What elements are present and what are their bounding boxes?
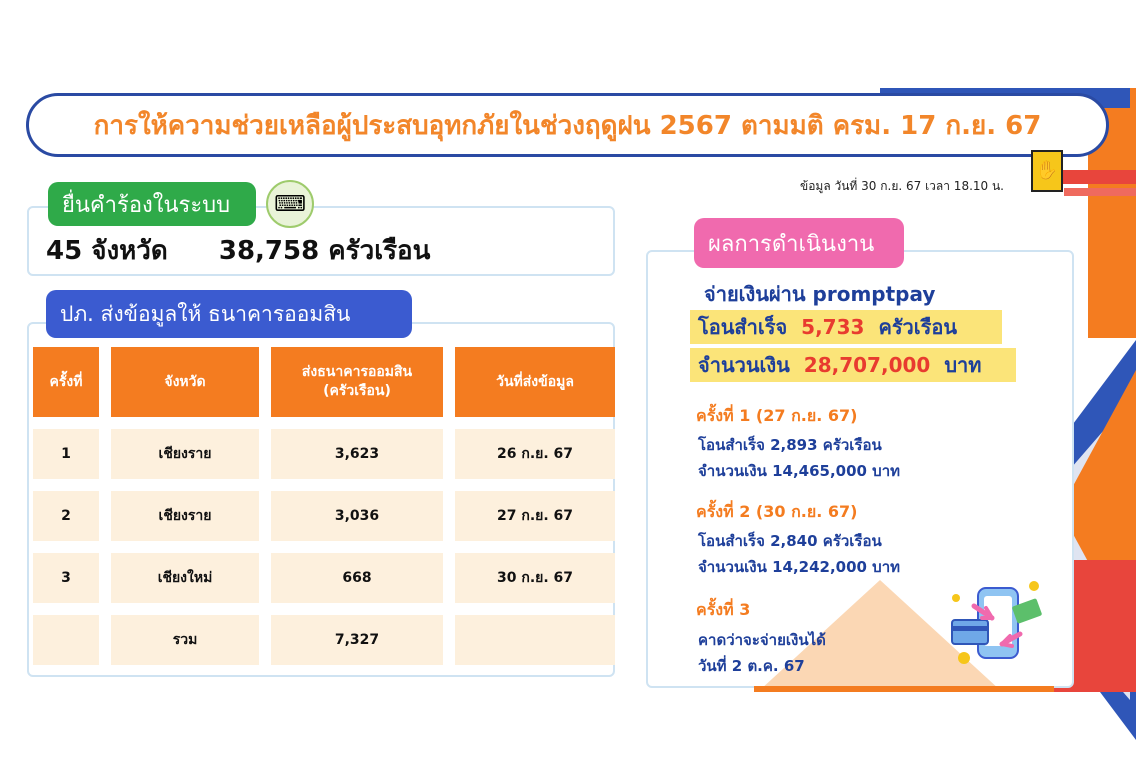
amount-value: 28,707,000 — [803, 353, 931, 377]
dpm-logo — [1031, 150, 1063, 192]
cell-households: 3,036 — [271, 491, 443, 541]
round-3-date: วันที่ 2 ต.ค. 67 — [698, 657, 805, 675]
keyboard-typing-icon: ⌨ — [266, 180, 314, 228]
requests-label: ยื่นคำร้องในระบบ — [62, 192, 231, 218]
cell-date — [455, 615, 615, 665]
hand-logo-icon: ✋ — [1035, 160, 1059, 181]
page-title: การให้ความช่วยเหลือผู้ประสบอุทกภัยในช่วงฤดูฝน 2567 ตามมติ ครม. 17 ก.ย. 67 — [93, 110, 1042, 141]
round-1-transfer: โอนสำเร็จ 2,893 ครัวเรือน — [698, 436, 882, 454]
bank-send-label: ปภ. ส่งข้อมูลให้ ธนาคารออมสิน — [60, 301, 351, 326]
amount-summary — [690, 348, 1016, 382]
cell-no — [33, 615, 99, 665]
cell-total-label: รวม — [111, 615, 259, 665]
success-summary — [690, 310, 1002, 344]
amount-unit: บาท — [944, 353, 982, 377]
success-value: 5,733 — [801, 315, 865, 339]
requests-label-pill — [48, 182, 256, 226]
success-label: โอนสำเร็จ — [698, 315, 788, 339]
bank-send-label-pill — [46, 290, 412, 338]
cell-province: เชียงใหม่ — [111, 553, 259, 603]
round-1-title: ครั้งที่ 1 (27 ก.ย. 67) — [696, 406, 858, 425]
mobile-payment-icon — [948, 578, 1044, 668]
amount-label: จำนวนเงิน — [698, 353, 790, 377]
col-header-households: ส่งธนาคารออมสิน (ครัวเรือน) — [271, 347, 443, 417]
cell-no: 2 — [33, 491, 99, 541]
cell-date: 27 ก.ย. 67 — [455, 491, 615, 541]
success-unit: ครัวเรือน — [878, 315, 958, 339]
round-3-expected: คาดว่าจะจ่ายเงินได้ — [698, 631, 826, 649]
requests-stats — [46, 230, 472, 271]
col-header-no: ครั้งที่ — [33, 347, 99, 417]
cell-no: 3 — [33, 553, 99, 603]
round-3-title: ครั้งที่ 3 — [696, 600, 751, 619]
cell-total-households: 7,327 — [271, 615, 443, 665]
col-header-date: วันที่ส่งข้อมูล — [455, 347, 615, 417]
data-timestamp: ข้อมูล วันที่ 30 ก.ย. 67 เวลา 18.10 น. — [800, 179, 1004, 193]
cell-no: 1 — [33, 429, 99, 479]
provinces-count: 45 จังหวัด — [46, 236, 168, 266]
round-2-amount: จำนวนเงิน 14,242,000 บาท — [698, 558, 901, 576]
results-label-pill — [694, 218, 904, 268]
decor-bottom-orange — [754, 686, 1054, 692]
round-2-title: ครั้งที่ 2 (30 ก.ย. 67) — [696, 502, 858, 521]
round-1-amount: จำนวนเงิน 14,465,000 บาท — [698, 462, 901, 480]
decor-red-strip-thin — [1064, 188, 1136, 196]
title-banner — [26, 93, 1109, 157]
cell-province: เชียงราย — [111, 429, 259, 479]
cell-households: 3,623 — [271, 429, 443, 479]
cell-date: 30 ก.ย. 67 — [455, 553, 615, 603]
cell-province: เชียงราย — [111, 491, 259, 541]
households-count: 38,758 ครัวเรือน — [218, 236, 431, 266]
col-header-province: จังหวัด — [111, 347, 259, 417]
decor-red-strip — [1054, 170, 1136, 184]
promptpay-heading: จ่ายเงินผ่าน promptpay — [704, 282, 936, 306]
cell-households: 668 — [271, 553, 443, 603]
cell-date: 26 ก.ย. 67 — [455, 429, 615, 479]
round-2-transfer: โอนสำเร็จ 2,840 ครัวเรือน — [698, 532, 882, 550]
results-label: ผลการดำเนินงาน — [708, 231, 875, 257]
